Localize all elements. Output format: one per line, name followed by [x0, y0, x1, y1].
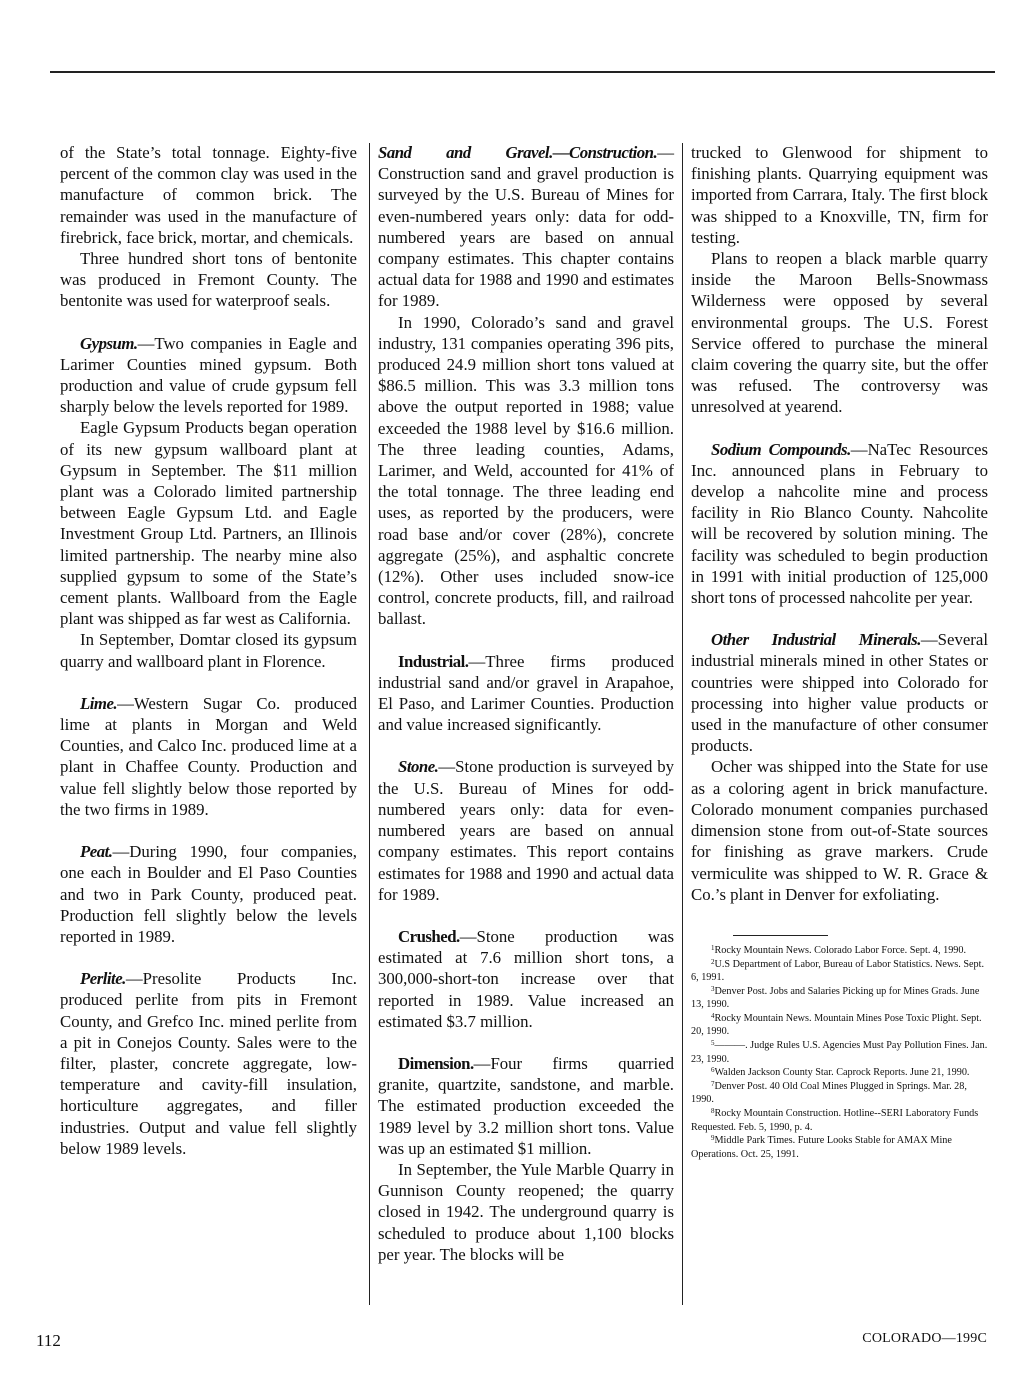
paragraph: In September, Domtar closed its gypsum quarry and wallboard plant in Florence. — [60, 630, 357, 671]
section-sodium-compounds — [691, 439, 988, 609]
paragraph: Eagle Gypsum Products began operation of its new gypsum wallboard plant at Gypsum in September. The $11 million plant was a Colorado limited partnership between Eagle Gypsum Ltd. and Eagle Investment Group Ltd. Partners, an Illinois limited partnership. The nearby mine also supplied gypsum to some of the State’s cement plants. Wallboard from the Eagle plant was shipped as far west as California. — [60, 418, 357, 629]
footnote-text: Rocky Mountain Construction. Hotline--SERI Laboratory Funds Requested. Feb. 5, 1990, p. 4. — [691, 1108, 979, 1133]
section-stone — [378, 756, 674, 904]
section-gypsum — [60, 333, 357, 418]
section-heading: Stone. — [398, 757, 439, 777]
footnote-text: Denver Post. Jobs and Salaries Picking up for Mines Grads. June 13, 1990. — [691, 985, 980, 1011]
section-text: —Stone production was estimated at 7.6 million short tons, a 300,000-short-ton increase over that reported in 1989. Value increased an estimated $3.7 million. — [378, 926, 674, 1031]
section-industrial — [378, 651, 674, 736]
section-heading: Sand and Gravel.—Construction. — [378, 143, 658, 162]
footnote — [691, 1080, 988, 1107]
footnote-text: Rocky Mountain News. Mountain Mines Pose Toxic Plight. Sept. 20, 1990. — [691, 1012, 982, 1038]
footnote-text: Rocky Mountain News. Colorado Labor Force. Sept. 4, 1990. — [714, 944, 967, 956]
section-heading: Peat. — [80, 842, 113, 862]
section-heading: Industrial. — [398, 651, 469, 671]
column-divider — [682, 143, 683, 1305]
section-heading: Dimension. — [398, 1053, 474, 1073]
section-heading: Sodium Compounds. — [711, 439, 851, 459]
footnote-text: U.S Department of Labor, Bureau of Labor Statistics. News. Sept. 6, 1991. — [691, 958, 985, 984]
section-text: —Two companies in Eagle and Larimer Counties mined gypsum. Both production and value of crude gypsum fell sharply below the levels reported for 1989. — [60, 333, 357, 417]
footnote — [691, 958, 988, 985]
paragraph: Three hundred short tons of bentonite was produced in Fremont County. The bentonite was used for waterproof seals. — [60, 249, 357, 311]
paragraph: Ocher was shipped into the State for use as a coloring agent in brick manufacture. Colorado monument companies purchased dimension stone from out-of-State sources for finishing as grave markers. Crude vermiculite was shipped to W. R. Grace & Co.’s plant in Denver for exfoliating. — [691, 757, 988, 904]
footnote-text: ———. Judge Rules U.S. Agencies Must Pay Pollution Fines. Jan. 23, 1990. — [691, 1040, 988, 1065]
footnote-number: 3 — [711, 984, 715, 993]
running-title: COLORADO—199C — [862, 1331, 987, 1346]
section-peat — [60, 841, 357, 947]
section-text: —Presolite Products Inc. produced perlite from pits in Fremont County, and Grefco Inc. mined perlite from a pit in Conejos County. Sales were to the filter, plaster, concrete aggregate, low-temperature and cavity-fill insulation, horticulture aggregates, and filler industries. Output and value fell slightly below 1989 levels. — [60, 969, 357, 1158]
page-number: 112 — [36, 1331, 61, 1350]
footnote — [691, 1039, 988, 1066]
column-2 — [378, 142, 674, 1265]
section-dimension — [378, 1053, 674, 1159]
section-text: —Several industrial minerals mined in other States or countries were shipped into Colorado for processing into higher value products or used in the manufacture of other consumer products. — [691, 630, 988, 756]
paragraph: Plans to reopen a black marble quarry inside the Maroon Bells-Snowmass Wilderness were opposed by several environmental groups. The U.S. Forest Service offered to purchase the mineral claim covering the quarry site, but the offer was refused. The controversy was unresolved at yearend. — [691, 249, 988, 417]
footnote-number: 5 — [711, 1039, 715, 1048]
section-text: —Stone production is surveyed by the U.S. Bureau of Mines for odd-numbered years only: data for even-numbered years are based on annual company estimates. This report contains estimates for 1988 and 1990 and actual data for 1989. — [378, 757, 674, 904]
footnote-number: 6 — [711, 1066, 715, 1075]
section-sand-gravel — [378, 142, 674, 312]
section-text: —Construction sand and gravel production is surveyed by the U.S. Bureau of Mines for even-numbered years only: data for odd-numbered years are based on annual company estimates. This chapter contains actual data for 1988 and 1990 and estimates for 1989. — [378, 143, 674, 311]
section-other-industrial-minerals — [691, 629, 988, 756]
section-text: —Four firms quarried granite, quartzite, sandstone, and marble. The estimated production exceeded the 1989 level by 3.2 million short tons. Value was up an estimated $1 million. — [378, 1053, 674, 1158]
footnote-number: 1 — [711, 943, 715, 952]
column-1 — [60, 142, 357, 1159]
paragraph: trucked to Glenwood for shipment to finishing plants. Quarrying equipment was imported from Carrara, Italy. The first block was shipped to a Knoxville, TN, firm for testing. — [691, 143, 988, 247]
section-text: —Three firms produced industrial sand and/or gravel in Arapahoe, El Paso, and Larimer Counties. Production and value increased significantly. — [378, 651, 674, 735]
footnote-number: 8 — [711, 1107, 715, 1116]
footnote-number: 2 — [711, 957, 715, 966]
section-heading: Perlite. — [80, 969, 126, 989]
section-heading: Other Industrial Minerals. — [711, 630, 921, 650]
footnote — [691, 1134, 988, 1161]
top-rule — [50, 71, 995, 73]
footnote — [691, 985, 988, 1012]
footnote-number: 7 — [711, 1079, 715, 1088]
column-3 — [691, 142, 988, 1161]
section-heading: Gypsum. — [80, 333, 138, 353]
section-heading: Lime. — [80, 693, 118, 713]
footnote — [691, 944, 988, 958]
paragraph: of the State’s total tonnage. Eighty-five percent of the common clay was used in the manufacture of common brick. The remainder was used in the manufacture of firebrick, face brick, mortar, and chemicals. — [60, 143, 357, 247]
footnote — [691, 1012, 988, 1039]
section-heading: Crushed. — [398, 926, 460, 946]
section-lime — [60, 693, 357, 820]
footnotes — [691, 944, 988, 1162]
footnote-number: 9 — [711, 1134, 715, 1143]
footnote — [691, 1107, 988, 1134]
footnote-text: Denver Post. 40 Old Coal Mines Plugged in Springs. Mar. 28, 1990. — [691, 1080, 967, 1106]
paragraph: In September, the Yule Marble Quarry in Gunnison County reopened; the quarry closed in 1942. The underground quarry is scheduled to produce about 1,100 blocks per year. The blocks will be — [378, 1159, 674, 1264]
section-text: —NaTec Resources Inc. announced plans in February to develop a nahcolite mine and process facility in Rio Blanco County. Nahcolite will be recovered by solution mining. The facility was scheduled to begin production in 1991 with initial production of 125,000 short tons of processed nahcolite per year. — [691, 439, 988, 608]
footnote — [691, 1066, 988, 1080]
footnote-number: 4 — [711, 1011, 715, 1020]
footnote-rule — [733, 935, 828, 936]
footnote-text: Walden Jackson County Star. Caprock Reports. June 21, 1990. — [714, 1067, 970, 1079]
section-text: —During 1990, four companies, one each in Boulder and El Paso Counties and two in Park County, produced peat. Production fell slightly below the levels reported in 1989. — [60, 842, 357, 946]
section-text: —Western Sugar Co. produced lime at plants in Morgan and Weld Counties, and Calco Inc. produced lime at a plant in Chaffee County. Production and value fell slightly below those reported by the two firms in 1989. — [60, 693, 357, 819]
section-crushed — [378, 926, 674, 1032]
column-divider — [369, 143, 370, 1305]
footnote-text: Middle Park Times. Future Looks Stable for AMAX Mine Operations. Oct. 25, 1991. — [691, 1135, 952, 1160]
section-perlite — [60, 968, 357, 1159]
paragraph: In 1990, Colorado’s sand and gravel industry, 131 companies operating 396 pits, produced 24.9 million short tons valued at $86.5 million. This was 3.3 million tons above the output reported in 1988; value exceeded the 1988 level by $16.6 million. The three leading counties, Adams, Larimer, and Weld, accounted for 41% of the total tonnage. The three leading end uses, as reported by the producers, were road base and/or cover (28%), concrete aggregate (25%), and asphaltic concrete (12%). Other uses included snow-ice control, concrete products, fill, and railroad ballast. — [378, 312, 674, 629]
